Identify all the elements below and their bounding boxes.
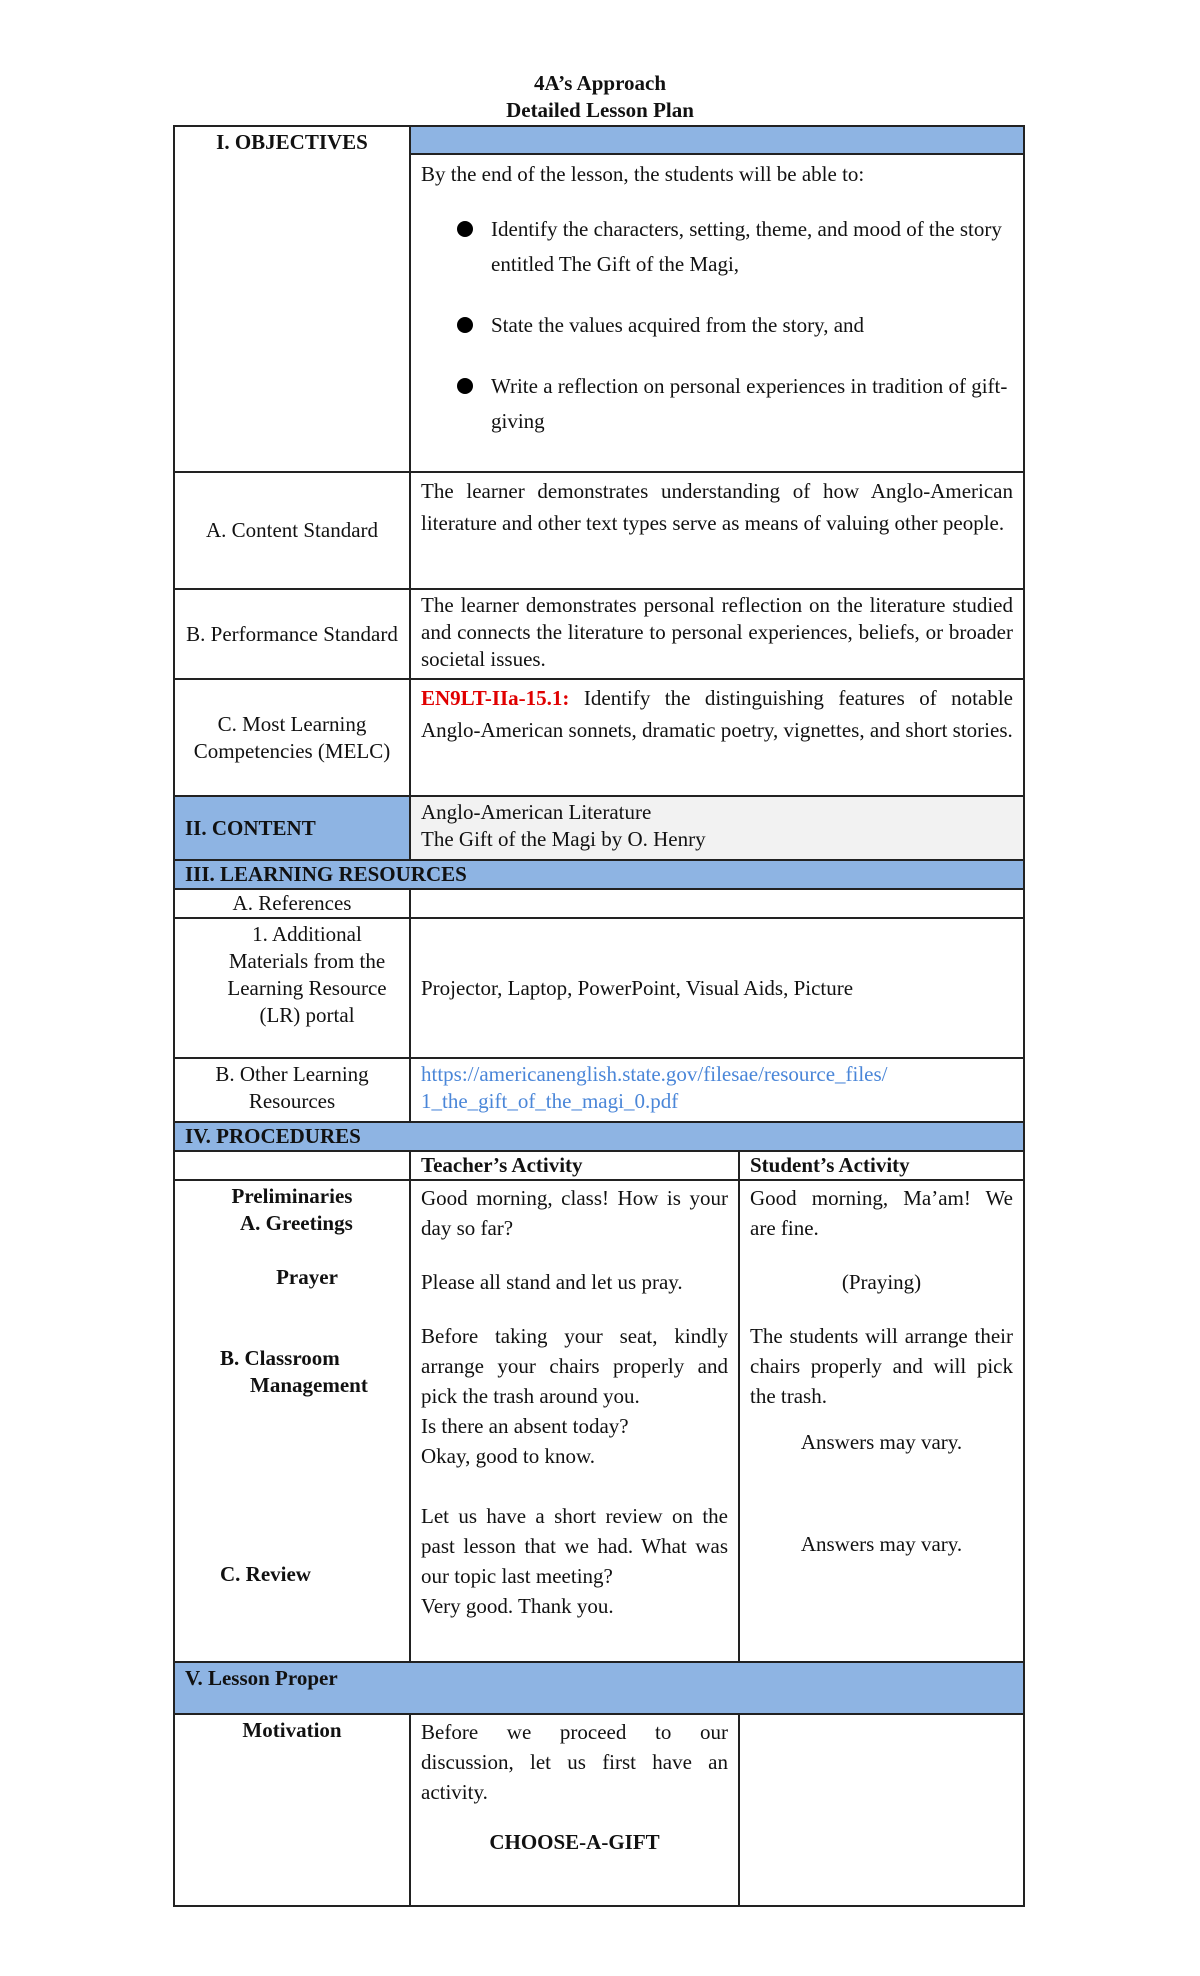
content-text: Anglo-American Literature The Gift of the Magi by O. Henry	[410, 796, 1024, 860]
lesson-plan-table	[173, 125, 1025, 1907]
objectives-intro: By the end of the lesson, the students will be able to:	[421, 162, 865, 186]
objective-item: Write a reflection on personal experiences in tradition of gift-giving	[451, 369, 1013, 439]
procedures-heading: IV. PROCEDURES	[174, 1122, 1024, 1151]
bullet-icon	[457, 317, 473, 333]
other-resources-label: B. Other Learning Resources	[174, 1058, 410, 1122]
other-resources-link[interactable]: https://americanenglish.state.gov/filesae/resource_files/ 1_the_gift_of_the_magi_0.pdf	[410, 1058, 1024, 1122]
performance-standard-text: The learner demonstrates personal reflection on the literature studied and connects the literature to personal experiences, beliefs, or broader societal issues.	[410, 589, 1024, 679]
content-standard-label: A. Content Standard	[174, 472, 410, 589]
lesson-proper-heading: V. Lesson Proper	[174, 1662, 1024, 1714]
objective-item: State the values acquired from the story, and	[451, 308, 1013, 343]
melc-code: EN9LT-IIa-15.1:	[421, 686, 570, 710]
references-label: A. References	[174, 889, 410, 918]
melc-text: EN9LT-IIa-15.1: Identify the distinguishing features of notable Anglo-American sonnets, dramatic poetry, vignettes, and short stories.	[410, 679, 1024, 796]
motivation-label: Motivation	[174, 1714, 410, 1906]
content-standard-text: The learner demonstrates understanding of how Anglo-American literature and other text types serve as means of valuing other people.	[410, 472, 1024, 589]
student-activity-header: Student’s Activity	[739, 1151, 1024, 1180]
objectives-blue-bar	[410, 126, 1024, 154]
teacher-activity-header: Teacher’s Activity	[410, 1151, 739, 1180]
bullet-icon	[457, 378, 473, 394]
objective-item: Identify the characters, setting, theme, and mood of the story entitled The Gift of the Magi,	[451, 212, 1013, 282]
objectives-content	[410, 154, 1024, 472]
content-heading: II. CONTENT	[174, 796, 410, 860]
references-value	[410, 889, 1024, 918]
objectives-list	[421, 212, 1013, 439]
page-title: 4A’s Approach	[533, 71, 667, 95]
motivation-student	[739, 1714, 1024, 1906]
bullet-icon	[457, 221, 473, 237]
teacher-activity-column: Good morning, class! How is your day so far? Please all stand and let us pray. Before taking your seat, kindly arrange your chairs properly and pick the trash around you. Is there an absent today? Okay, good to know. Let us have a short review on the past lesson that we had. What was our topic last meeting? Very good. Thank you.	[410, 1180, 739, 1662]
additional-materials-label: 1. Additional Materials from the Learning Resource (LR) portal	[174, 918, 410, 1058]
learning-resources-heading: III. LEARNING RESOURCES	[174, 860, 1024, 889]
procedures-blank-header	[174, 1151, 410, 1180]
additional-materials-value: Projector, Laptop, PowerPoint, Visual Aids, Picture	[410, 918, 1024, 1058]
student-activity-column: Good morning, Ma’am! We are fine. (Praying) The students will arrange their chairs properly and will pick the trash. Answers may vary. Answers may vary.	[739, 1180, 1024, 1662]
performance-standard-label: B. Performance Standard	[174, 589, 410, 679]
page-subtitle: Detailed Lesson Plan	[506, 98, 694, 122]
procedures-steps: Preliminaries A. Greetings Prayer B. Classroom Management C. Review	[174, 1180, 410, 1662]
objectives-heading: I. OBJECTIVES	[174, 126, 410, 472]
melc-label: C. Most Learning Competencies (MELC)	[174, 679, 410, 796]
motivation-teacher: Before we proceed to our discussion, let us first have an activity. CHOOSE-A-GIFT	[410, 1714, 739, 1906]
